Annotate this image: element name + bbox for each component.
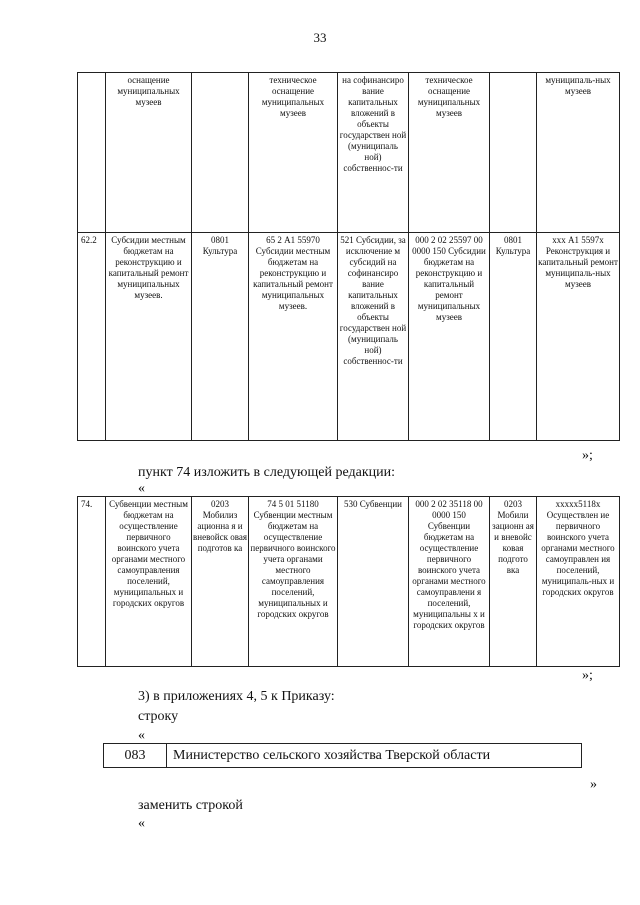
- table-row: [104, 744, 582, 768]
- cell-income-code: 000 2 02 25597 00 0000 150 Субсидии бюджетам на реконструкцию и капитальный ремонт муниципальных музеев: [409, 233, 490, 441]
- cell-section-2: 0801 Культура: [490, 233, 537, 441]
- paragraph: пункт 74 изложить в следующей редакции:: [138, 465, 395, 480]
- cell-target-article: техническое оснащение муниципальных музеев: [249, 73, 338, 233]
- cell-section: [192, 73, 249, 233]
- cell-target-code: ххххх5118х Осуществлен ие первичного воинского учета органами местного самоуправлен ия поселений, муниципаль-ных и городских округов: [537, 497, 620, 667]
- table-row: [78, 73, 620, 233]
- opening-quote: «: [138, 816, 145, 831]
- cell-target-code: ххх А1 5597х Реконструкция и капитальный ремонт муниципаль-ных музеев: [537, 233, 620, 441]
- row-number: 74.: [78, 497, 106, 667]
- cell-expense-type: на софинансиро вание капитальных вложений в объекты государствен ной (муниципаль ной) собственнос-ти: [338, 73, 409, 233]
- cell-expense-type: 530 Субвенции: [338, 497, 409, 667]
- cell-expense-type: 521 Субсидии, за исключение м субсидий на софинансиро вание капитальных вложений в объекты государствен ной (муниципаль ной) собственнос-ти: [338, 233, 409, 441]
- cell-section: 0203 Мобилиз ационна я и вневойск овая подготов ка: [192, 497, 249, 667]
- closing-quote: »: [590, 777, 597, 792]
- cell-description: Субвенции местным бюджетам на осуществление первичного воинского учета органами местного самоуправления поселений, муниципальных и городских округов: [106, 497, 192, 667]
- closing-quote: »;: [582, 668, 593, 683]
- cell-target-article: 65 2 А1 55970 Субсидии местным бюджетам на реконструкцию и капитальный ремонт муниципальных музеев.: [249, 233, 338, 441]
- table-row: [78, 233, 620, 441]
- budget-table-row-74: [77, 496, 620, 667]
- closing-quote: »;: [582, 448, 593, 463]
- ministry-table: [103, 743, 582, 768]
- cell-section: 0801 Культура: [192, 233, 249, 441]
- cell-income-code: техническое оснащение муниципальных музеев: [409, 73, 490, 233]
- paragraph: 3) в приложениях 4, 5 к Приказу:: [138, 689, 335, 704]
- paragraph: строку: [138, 709, 179, 724]
- row-number: [78, 73, 106, 233]
- cell-income-code: 000 2 02 35118 00 0000 150 Субвенции бюджетам на осуществление первичного воинского учета органами местного самоуправлени я поселений, муниципальны х и городских округов: [409, 497, 490, 667]
- opening-quote: «: [138, 728, 145, 743]
- cell-description: оснащение муниципальных музеев: [106, 73, 192, 233]
- page-number: 33: [313, 30, 327, 45]
- row-number: 62.2: [78, 233, 106, 441]
- ministry-name: Министерство сельского хозяйства Тверской области: [167, 744, 582, 768]
- cell-section-2: [490, 73, 537, 233]
- cell-target-article: 74 5 01 51180 Субвенции местным бюджетам на осуществление первичного воинского учета органами местного самоуправления поселений, муниципальных и городских округов: [249, 497, 338, 667]
- ministry-code: 083: [104, 744, 167, 768]
- paragraph: заменить строкой: [138, 798, 243, 813]
- cell-section-2: 0203 Мобили зационн ая и вневойс ковая подгото вка: [490, 497, 537, 667]
- opening-quote: «: [138, 481, 145, 496]
- cell-description: Субсидии местным бюджетам на реконструкцию и капитальный ремонт муниципальных музеев.: [106, 233, 192, 441]
- table-row: [78, 497, 620, 667]
- cell-target-code: муниципаль-ных музеев: [537, 73, 620, 233]
- budget-table-continuation: [77, 72, 620, 441]
